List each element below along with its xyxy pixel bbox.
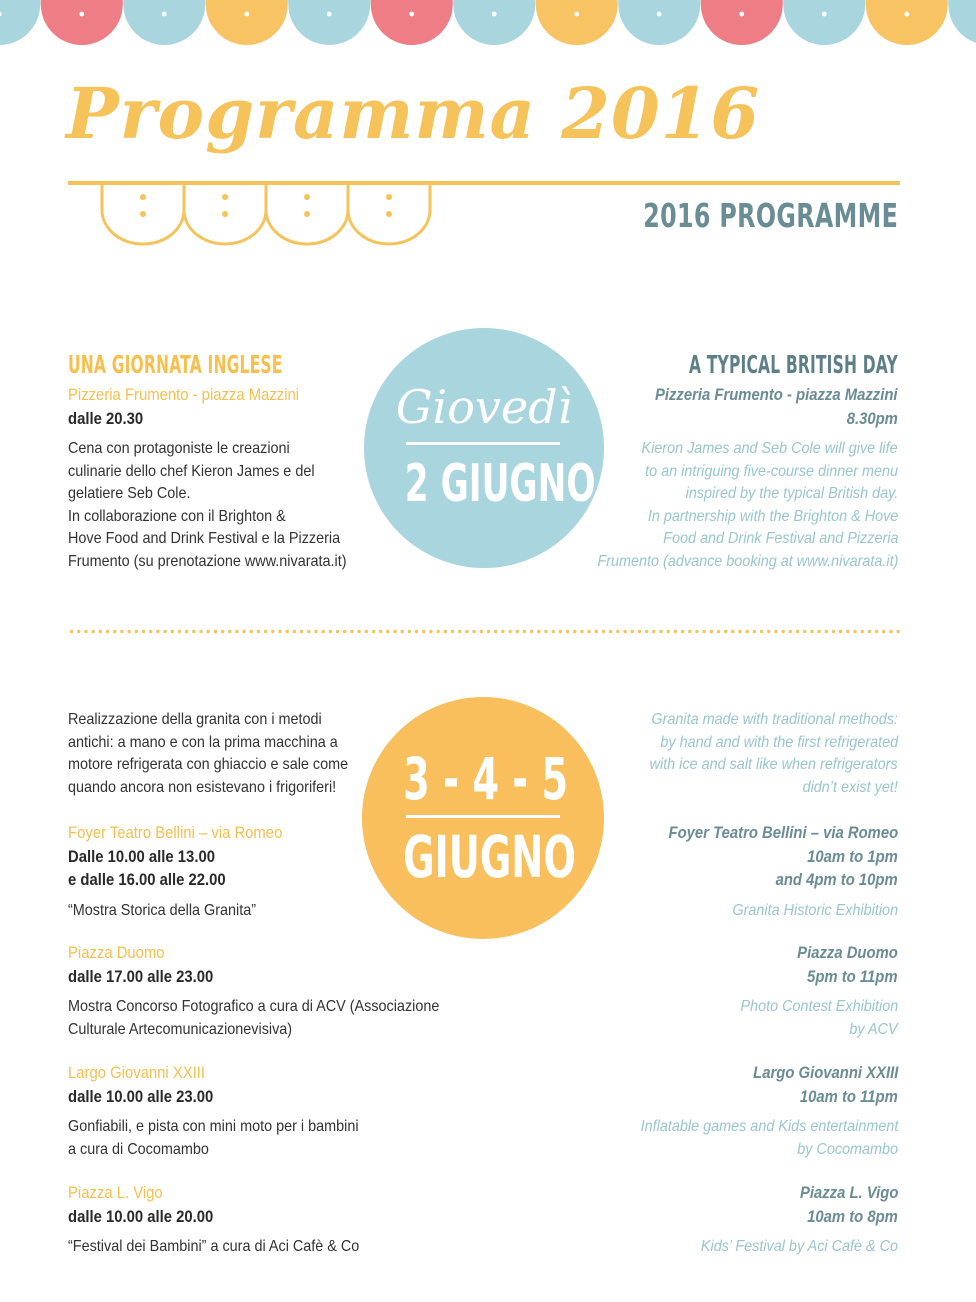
bunting-dot (904, 12, 909, 17)
time: and 4pm to 10pm (775, 871, 898, 889)
location: Pizzeria Frumento - piazza Mazzini (68, 386, 300, 404)
description-line: Gonfiabili, e pista con mini moto per i bambini (68, 1118, 359, 1135)
bunting-flag (948, 0, 976, 45)
bunting-flag (0, 0, 40, 45)
bunting-decoration (0, 0, 976, 50)
bunting-flag (206, 0, 288, 45)
location: Piazza L. Vigo (799, 1184, 898, 1202)
event-en-largo (612, 1062, 898, 1161)
badge-day-name: Giovedì (395, 380, 573, 434)
bunting-flag (41, 0, 123, 45)
bunting-dot (657, 12, 662, 17)
description-line: inspired by the typical British day. (685, 485, 898, 502)
location: Piazza Duomo (797, 944, 898, 962)
intro-line: quando ancora non esistevano i frigoriferi! (68, 778, 337, 796)
description-line: In partnership with the Brighton & Hove (647, 507, 898, 525)
description-line: Mostra Concorso Fotografico a cura di ACV (Associazione (68, 998, 440, 1015)
bunting-flag (536, 0, 618, 45)
location: Piazza Duomo (68, 944, 165, 962)
description-line: Granita Historic Exhibition (732, 901, 898, 919)
description-line: Hove Food and Drink Festival e la Pizzeria (68, 530, 341, 547)
section2-intro-it (68, 709, 379, 799)
event-it-duomo (68, 942, 481, 1041)
bunting-dot (739, 12, 744, 17)
event-en-foyer (643, 822, 898, 922)
time: dalle 10.00 alle 23.00 (68, 1087, 214, 1106)
intro-line: by hand and with the first refrigerated (660, 733, 898, 751)
time: e dalle 16.00 alle 22.00 (68, 871, 226, 889)
description-line: Culturale Artecomunicazionevisiva) (68, 1020, 293, 1038)
intro-line: motore refrigerata con ghiaccio e sale come (68, 756, 349, 773)
bunting-dot (162, 12, 167, 17)
event-it-vigo (68, 1182, 392, 1259)
badge-month: GIUGNO (403, 823, 576, 891)
bunting-flag (866, 0, 948, 45)
bunting-dot (244, 12, 249, 17)
location: Largo Giovanni XXIII (752, 1064, 898, 1082)
time: 8.30pm (846, 409, 898, 428)
intro-line: didn’t exist yet! (802, 778, 898, 796)
dotted-divider (68, 629, 900, 634)
section1-italian (68, 350, 414, 573)
description-line: a cura di Cocomambo (68, 1140, 209, 1158)
description-line: culinarie dello chef Kieron James e del (68, 462, 315, 480)
bunting-dot (79, 12, 84, 17)
description-line: Inflatable games and Kids entertainment (640, 1118, 898, 1135)
description-line: “Festival dei Bambini” a cura di Aci Cafè & Co (68, 1238, 360, 1255)
description-line: Kids’ Festival by Aci Cafè & Co (700, 1238, 898, 1255)
section1-heading-it: UNA GIORNATA INGLESE (68, 350, 283, 379)
event-en-vigo (679, 1182, 898, 1259)
time: Dalle 10.00 alle 13.00 (68, 847, 215, 866)
page-title: Programma 2016 (66, 72, 761, 155)
time: 10am to 8pm (807, 1207, 898, 1226)
location: Piazza L. Vigo (68, 1184, 163, 1202)
intro-line: antichi: a mano e con la prima macchina a (68, 733, 338, 751)
bunting-flag (701, 0, 783, 45)
bunting-dot (327, 12, 332, 17)
time: dalle 10.00 alle 20.00 (68, 1207, 214, 1226)
description-line: by Cocomambo (797, 1140, 898, 1158)
description-line: to an intriguing five-course dinner menu (645, 462, 898, 480)
bunting-flag (783, 0, 865, 45)
badge-dates: 3 - 4 - 5 (403, 745, 569, 813)
location: Largo Giovanni XXIII (68, 1064, 206, 1082)
section1-heading-en: A TYPICAL BRITISH DAY (689, 350, 898, 379)
bunting-flag (453, 0, 535, 45)
bunting-dot (574, 12, 579, 17)
time: dalle 20.30 (68, 409, 144, 428)
badge-divider (406, 442, 560, 445)
bunting-flag (123, 0, 205, 45)
intro-line: Granita made with traditional methods: (651, 711, 898, 728)
event-it-foyer (68, 822, 306, 922)
section2-intro-en (622, 709, 898, 799)
location: Pizzeria Frumento - piazza Mazzini (655, 386, 898, 404)
badge-date: 2 GIUGNO (404, 454, 596, 514)
description-line: Frumento (advance booking at www.nivarata.it) (597, 552, 898, 570)
description-line: Cena con protagoniste le creazioni (68, 440, 290, 457)
date-badge-3-4-5-giugno (362, 697, 604, 939)
time: 10am to 11pm (800, 1087, 898, 1106)
time: dalle 17.00 alle 23.00 (68, 967, 214, 986)
description-line: Photo Contest Exhibition (740, 998, 898, 1015)
bunting-dot (822, 12, 827, 17)
event-it-largo (68, 1062, 391, 1161)
description-line: Food and Drink Festival and Pizzeria (662, 530, 898, 547)
bunting-flag (618, 0, 700, 45)
bunting-dot (492, 12, 497, 17)
time: 5pm to 11pm (807, 967, 898, 986)
bunting-flag (288, 0, 370, 45)
description-line: by ACV (849, 1020, 898, 1038)
badge-divider (406, 815, 560, 818)
description-line: Frumento (su prenotazione www.nivarata.it) (68, 552, 347, 570)
event-en-duomo (723, 942, 898, 1041)
description-line: Kieron James and Seb Cole will give life (641, 440, 898, 457)
bunting-dot (409, 12, 414, 17)
section1-english (561, 350, 898, 573)
intro-line: with ice and salt like when refrigerators (649, 756, 898, 773)
time: 10am to 1pm (807, 847, 898, 866)
intro-line: Realizzazione della granita con i metodi (68, 711, 322, 728)
location: Foyer Teatro Bellini – via Romeo (668, 824, 898, 842)
description-line: “Mostra Storica della Granita” (68, 901, 257, 919)
description-line: In collaborazione con il Brighton & (68, 507, 286, 525)
description-line: gelatiere Seb Cole. (68, 485, 191, 502)
page-subtitle: 2016 PROGRAMME (642, 196, 898, 235)
bunting-flag (371, 0, 453, 45)
location: Foyer Teatro Bellini – via Romeo (68, 824, 283, 842)
